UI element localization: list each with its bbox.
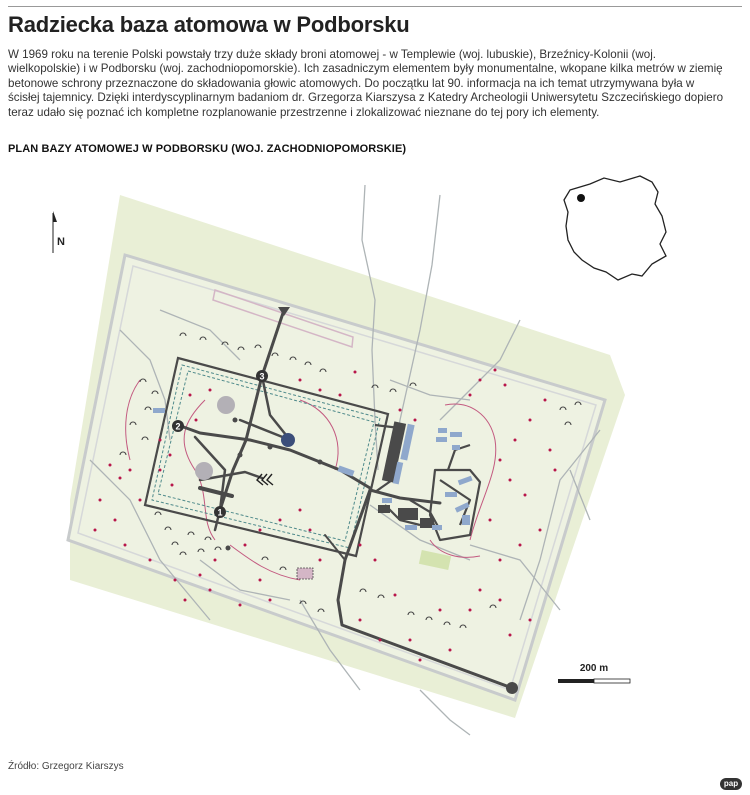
base-map (0, 155, 750, 755)
bunker-gray-south (195, 462, 213, 480)
poland-inset (564, 176, 666, 280)
section-title: PLAN BAZY ATOMOWEJ W PODBORSKU (WOJ. ZACHODNIOPOMORSKIE) (8, 143, 407, 155)
marker-2-label: 2 (175, 421, 181, 432)
location-dot (577, 194, 585, 202)
north-label: N (57, 236, 65, 248)
marker-1 (214, 506, 226, 518)
pap-logo: pap (720, 778, 742, 790)
pink-small-rect (297, 568, 313, 579)
marker-3 (256, 370, 268, 382)
source-note: Źródło: Grzegorz Kiarszys (8, 761, 124, 772)
top-rule (8, 6, 742, 7)
scale-bar (558, 663, 630, 683)
bunker-gray-north (217, 396, 235, 414)
north-arrow-icon (53, 211, 65, 253)
marker-2 (172, 420, 184, 432)
page-title: Radziecka baza atomowa w Podborsku (8, 12, 410, 37)
scale-label: 200 m (579, 663, 609, 674)
road-end-marker (506, 682, 518, 694)
bunker-blue (281, 433, 295, 447)
marker-1-label: 1 (217, 507, 223, 518)
intro-text: W 1969 roku na terenie Polski powstały trzy duże składy broni atomowej - w Templewie (woj. lubuskie), Brzeźnicy-Kolonii (woj. wielkopolskie) i w Podborsku (woj. zachodniopomorskie). Ich zasadniczym elementem były monumentalne, wkopane kilka metrów w ziemię betonowe schrony przeznaczone do składowania głowic atomowych. Do początku lat 90. informacja na ich temat utrzymywana była w ścisłej tajemnicy. Dzięki interdyscyplinarnym badaniom dr. Grzegorza Kiarszysa z Katedry Archeologii Uniwersytetu Szczecińskiego dopiero teraz udało się poznać ich kompletne rozplanowanie przestrzenne i zlokalizować nieznane do tej pory ich elementy. (8, 48, 724, 119)
marker-3-label: 3 (259, 371, 265, 382)
outer-fence (68, 255, 605, 700)
